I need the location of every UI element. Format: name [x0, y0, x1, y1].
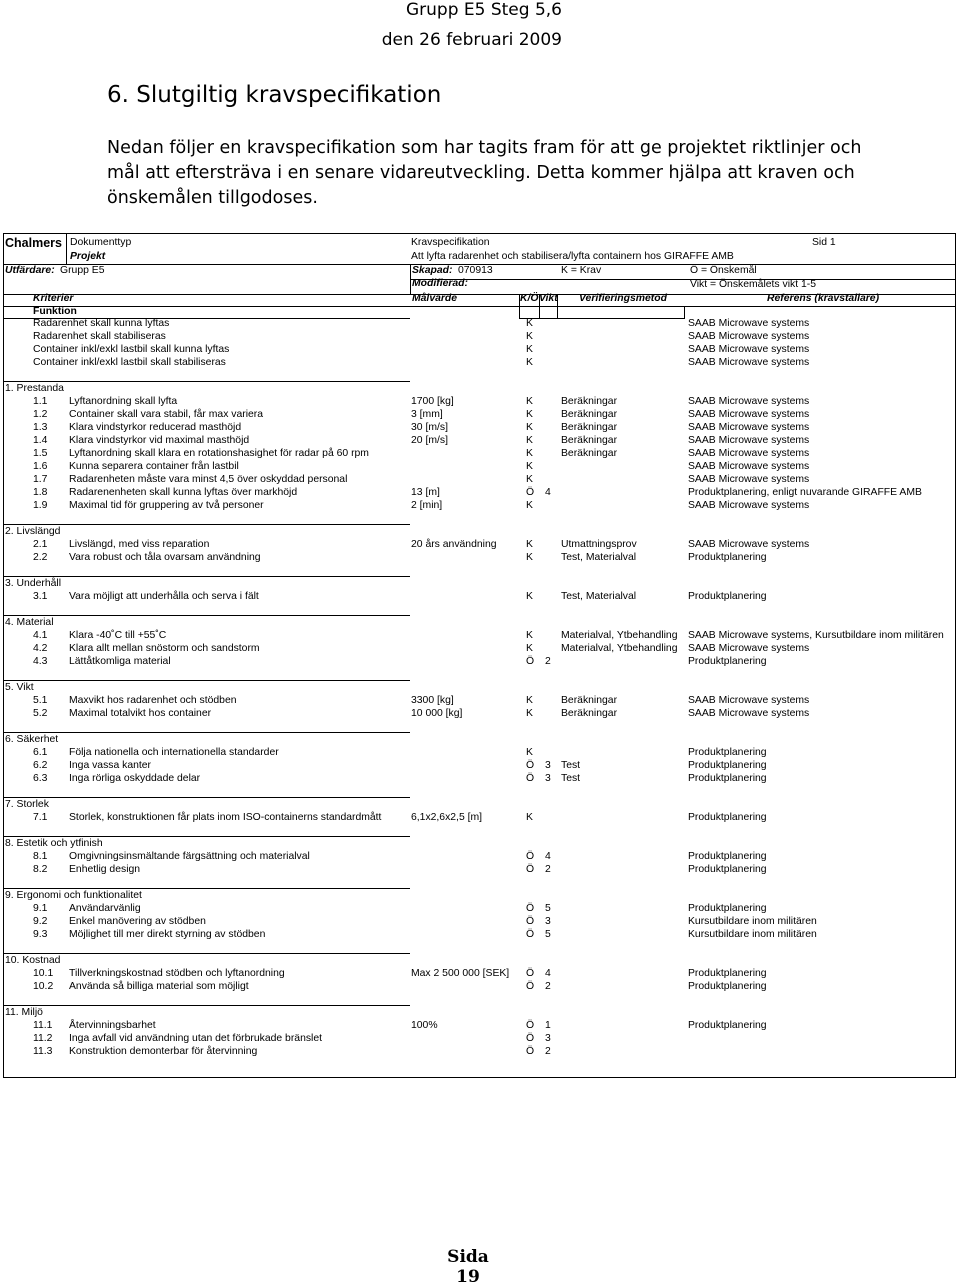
- req-number: 4.1: [33, 630, 48, 641]
- req-text: Klara vindstyrkor vid maximal masthöjd: [69, 435, 250, 446]
- requirement-row: [4, 928, 955, 941]
- requirement-row: [4, 902, 955, 915]
- req-ko: Ö: [526, 1033, 535, 1044]
- req-ko: K: [526, 591, 533, 602]
- req-number: 1.6: [33, 461, 48, 472]
- req-ko: Ö: [526, 773, 535, 784]
- req-weight: 2: [545, 981, 551, 992]
- requirement-row: [4, 915, 955, 928]
- req-ko: K: [526, 461, 533, 472]
- req-number: 2.1: [33, 539, 48, 550]
- req-ko: K: [526, 708, 533, 719]
- req-reference: SAAB Microwave systems: [688, 500, 810, 511]
- section-heading: 3. Underhåll: [5, 578, 62, 589]
- req-reference: SAAB Microwave systems: [688, 448, 810, 459]
- function-text: Radarenhet skall stabiliseras: [33, 331, 166, 342]
- req-text: Omgivningsinsmältande färgsättning och materialval: [69, 851, 310, 862]
- issuer-value: Grupp E5: [60, 265, 105, 276]
- req-ko: Ö: [526, 1046, 535, 1057]
- requirement-row: [4, 746, 955, 759]
- req-ko: K: [526, 539, 533, 550]
- req-number: 10.2: [33, 981, 54, 992]
- req-text: Använda så billiga material som möjligt: [69, 981, 249, 992]
- section-heading: 6. Säkerhet: [5, 734, 59, 745]
- req-weight: 4: [545, 487, 551, 498]
- req-weight: 2: [545, 864, 551, 875]
- req-ko: K: [526, 812, 533, 823]
- req-target: 20 [m/s]: [411, 435, 448, 446]
- req-reference: SAAB Microwave systems: [688, 539, 810, 550]
- req-ko: K: [526, 500, 533, 511]
- req-reference: SAAB Microwave systems: [688, 396, 810, 407]
- function-text: Container inkl/exkl lastbil skall stabiliseras: [33, 357, 226, 368]
- req-ko: Ö: [526, 656, 535, 667]
- section-divider: [4, 524, 410, 525]
- req-target: 2 [min]: [411, 500, 443, 511]
- req-text: Lyftanordning skall lyfta: [69, 396, 178, 407]
- req-number: 4.3: [33, 656, 48, 667]
- req-number: 6.2: [33, 760, 48, 771]
- req-reference: Produktplanering: [688, 1020, 767, 1031]
- created-value: 070913: [458, 265, 493, 276]
- req-ko: K: [526, 409, 533, 420]
- req-target: 6,1x2,6x2,5 [m]: [411, 812, 483, 823]
- requirement-row: [4, 486, 955, 499]
- req-reference: SAAB Microwave systems: [688, 474, 810, 485]
- req-number: 1.1: [33, 396, 48, 407]
- req-weight: 3: [545, 1033, 551, 1044]
- section-divider: [4, 1005, 410, 1006]
- requirement-row: [4, 408, 955, 421]
- page-ref: Sid 1: [812, 237, 836, 248]
- requirement-row: [4, 473, 955, 486]
- req-reference: Produktplanering: [688, 968, 767, 979]
- req-text: Återvinningsbarhet: [69, 1020, 156, 1031]
- req-reference: Produktplanering: [688, 773, 767, 784]
- req-reference: Produktplanering: [688, 591, 767, 602]
- page-footer: [0, 1247, 960, 1287]
- req-reference: Produktplanering: [688, 981, 767, 992]
- section-divider: [4, 797, 410, 798]
- req-verification: Beräkningar: [561, 448, 618, 459]
- req-text: Användarvänlig: [69, 903, 141, 914]
- req-ko: Ö: [526, 851, 535, 862]
- function-ref: SAAB Microwave systems: [688, 357, 810, 368]
- col-verification: Verifieringsmetod: [579, 293, 667, 304]
- requirement-row: [4, 629, 955, 642]
- req-number: 8.1: [33, 851, 48, 862]
- function-row: [4, 356, 955, 369]
- req-weight: 2: [545, 1046, 551, 1057]
- header-date: den 26 februari 2009: [381, 30, 562, 50]
- req-weight: 4: [545, 968, 551, 979]
- req-ko: Ö: [526, 968, 535, 979]
- req-ko: K: [526, 396, 533, 407]
- function-text: Radarenhet skall kunna lyftas: [33, 318, 170, 329]
- req-reference: SAAB Microwave systems: [688, 695, 810, 706]
- req-reference: Produktplanering: [688, 552, 767, 563]
- req-number: 11.3: [33, 1046, 53, 1057]
- req-text: Vara möjligt att underhålla och serva i fält: [69, 591, 259, 602]
- req-text: Inga vassa kanter: [69, 760, 152, 771]
- intro-paragraph: Nedan följer en kravspecifikation som har tagits fram för att ge projektet riktlinjer och mål att eftersträva i en senare vidareutveckling. Detta kommer hjälpa att kraven och önskemålen tillgodoses.: [107, 138, 862, 208]
- requirement-row: [4, 655, 955, 668]
- col-criteria: Kriterier: [33, 293, 74, 304]
- function-title: Funktion: [33, 306, 77, 317]
- req-number: 9.2: [33, 916, 48, 927]
- req-reference: SAAB Microwave systems: [688, 643, 810, 654]
- req-target: 3300 [kg]: [411, 695, 454, 706]
- req-text: Konstruktion demonterbar för återvinning: [69, 1046, 258, 1057]
- req-text: Maxvikt hos radarenhet och stödben: [69, 695, 237, 706]
- req-ko: K: [526, 552, 533, 563]
- req-number: 5.2: [33, 708, 48, 719]
- requirement-row: [4, 538, 955, 551]
- section-title: 6. Slutgiltig kravspecifikation: [107, 82, 442, 108]
- function-ko: K: [526, 357, 533, 368]
- req-text: Livslängd, med viss reparation: [69, 539, 210, 550]
- requirement-row: [4, 434, 955, 447]
- requirement-row: [4, 447, 955, 460]
- req-reference: Produktplanering: [688, 864, 767, 875]
- requirement-row: [4, 1045, 955, 1058]
- req-number: 6.1: [33, 747, 48, 758]
- col-weight: Vikt: [539, 293, 558, 304]
- req-reference: Produktplanering: [688, 903, 767, 914]
- req-verification: Test: [561, 773, 581, 784]
- req-weight: 5: [545, 929, 551, 940]
- o-legend: Ö = Önskemål: [690, 265, 757, 276]
- req-number: 8.2: [33, 864, 48, 875]
- function-ref: SAAB Microwave systems: [688, 318, 810, 329]
- req-ko: K: [526, 474, 533, 485]
- req-ko: Ö: [526, 981, 535, 992]
- function-ko: K: [526, 344, 533, 355]
- req-verification: Materialval, Ytbehandling: [561, 643, 678, 654]
- section-divider: [4, 381, 410, 382]
- doctype-value: Kravspecifikation: [411, 237, 490, 248]
- req-reference: SAAB Microwave systems, Kursutbildare inom militären: [688, 630, 944, 641]
- requirement-row: [4, 811, 955, 824]
- requirement-row: [4, 850, 955, 863]
- req-ko: Ö: [526, 903, 535, 914]
- created-label: Skapad:: [412, 265, 453, 276]
- requirement-row: [4, 759, 955, 772]
- requirement-row: [4, 460, 955, 473]
- req-number: 3.1: [33, 591, 48, 602]
- section-heading: 1. Prestanda: [5, 383, 64, 394]
- req-target: 30 [m/s]: [411, 422, 448, 433]
- req-ko: Ö: [526, 929, 535, 940]
- req-ko: K: [526, 448, 533, 459]
- req-text: Radarenheten måste vara minst 4,5 över oskyddad personal: [69, 474, 348, 485]
- req-ko: K: [526, 630, 533, 641]
- req-verification: Test: [561, 760, 581, 771]
- req-reference: SAAB Microwave systems: [688, 708, 810, 719]
- req-text: Inga avfall vid användning utan det förbrukade bränslet: [69, 1033, 323, 1044]
- req-text: Lättåtkomliga material: [69, 656, 171, 667]
- req-number: 5.1: [33, 695, 48, 706]
- req-text: Kunna separera container från lastbil: [69, 461, 239, 472]
- function-text: Container inkl/exkl lastbil skall kunna lyftas: [33, 344, 230, 355]
- req-target: 10 000 [kg]: [411, 708, 463, 719]
- req-reference: Kursutbildare inom militären: [688, 929, 817, 940]
- section-divider: [4, 680, 410, 681]
- req-number: 6.3: [33, 773, 48, 784]
- req-reference: Kursutbildare inom militären: [688, 916, 817, 927]
- col-reference: Referens (kravställare): [767, 293, 880, 304]
- req-reference: SAAB Microwave systems: [688, 461, 810, 472]
- req-verification: Beräkningar: [561, 435, 618, 446]
- function-row: [4, 330, 955, 343]
- section-heading: 4. Material: [5, 617, 54, 628]
- req-number: 1.8: [33, 487, 48, 498]
- requirement-row: [4, 863, 955, 876]
- req-target: 3 [mm]: [411, 409, 443, 420]
- project-value: Att lyfta radarenhet och stabilisera/lyfta containern hos GIRAFFE AMB: [411, 251, 734, 262]
- req-reference: Produktplanering, enligt nuvarande GIRAFFE AMB: [688, 487, 922, 498]
- requirement-row: [4, 642, 955, 655]
- req-weight: 2: [545, 656, 551, 667]
- req-reference: Produktplanering: [688, 812, 767, 823]
- weight-legend: Vikt = Önskemålets vikt 1-5: [690, 279, 816, 290]
- req-ko: K: [526, 695, 533, 706]
- req-number: 1.2: [33, 409, 48, 420]
- function-ref: SAAB Microwave systems: [688, 331, 810, 342]
- req-ko: K: [526, 422, 533, 433]
- page-label: Sida: [447, 1247, 489, 1267]
- section-heading: 9. Ergonomi och funktionalitet: [5, 890, 142, 901]
- req-verification: Materialval, Ytbehandling: [561, 630, 678, 641]
- req-number: 1.7: [33, 474, 48, 485]
- function-ref: SAAB Microwave systems: [688, 344, 810, 355]
- page-number: 19: [456, 1267, 480, 1287]
- section-divider: [4, 576, 410, 577]
- function-row: [4, 317, 955, 330]
- req-verification: Test, Materialval: [561, 591, 637, 602]
- col-target: Målvärde: [412, 293, 458, 304]
- requirement-row: [4, 967, 955, 980]
- req-target: 20 års användning: [411, 539, 497, 550]
- modified-label: Modifierad:: [412, 278, 468, 289]
- section-heading: 2. Livslängd: [5, 526, 61, 537]
- requirements-spec-table: [3, 233, 956, 1078]
- req-verification: Utmattningsprov: [561, 539, 637, 550]
- req-weight: 3: [545, 773, 551, 784]
- req-ko: K: [526, 643, 533, 654]
- col-ko: K/Ö: [520, 293, 539, 304]
- section-heading: 8. Estetik och ytfinish: [5, 838, 103, 849]
- req-number: 1.9: [33, 500, 48, 511]
- requirement-row: [4, 1032, 955, 1045]
- req-text: Klara -40˚C till +55˚C: [69, 630, 167, 641]
- requirement-row: [4, 499, 955, 512]
- req-ko: K: [526, 747, 533, 758]
- req-text: Enhetlig design: [69, 864, 141, 875]
- req-text: Följa nationella och internationella standarder: [69, 747, 279, 758]
- req-number: 1.3: [33, 422, 48, 433]
- req-text: Lyftanordning skall klara en rotationshasighet för radar på 60 rpm: [69, 448, 369, 459]
- req-text: Inga rörliga oskyddade delar: [69, 773, 201, 784]
- req-verification: Beräkningar: [561, 409, 618, 420]
- req-ko: Ö: [526, 864, 535, 875]
- req-weight: 3: [545, 760, 551, 771]
- req-target: 13 [m]: [411, 487, 440, 498]
- k-legend: K = Krav: [561, 265, 602, 276]
- req-weight: 1: [545, 1020, 551, 1031]
- req-number: 1.4: [33, 435, 48, 446]
- req-target: 100%: [411, 1020, 438, 1031]
- req-number: 10.1: [33, 968, 54, 979]
- project-label: Projekt: [70, 251, 106, 262]
- req-number: 2.2: [33, 552, 48, 563]
- req-text: Container skall vara stabil, får max variera: [69, 409, 264, 420]
- header-group: Grupp E5 Steg 5,6: [405, 0, 562, 20]
- req-text: Klara vindstyrkor reducerad masthöjd: [69, 422, 242, 433]
- req-number: 9.1: [33, 903, 48, 914]
- function-ko: K: [526, 331, 533, 342]
- req-reference: Produktplanering: [688, 851, 767, 862]
- requirement-row: [4, 694, 955, 707]
- requirement-row: [4, 1019, 955, 1032]
- function-ko: K: [526, 318, 533, 329]
- requirement-row: [4, 980, 955, 993]
- req-number: 11.2: [33, 1033, 53, 1044]
- req-verification: Beräkningar: [561, 422, 618, 433]
- requirement-row: [4, 395, 955, 408]
- req-number: 11.1: [33, 1020, 53, 1031]
- req-ko: Ö: [526, 760, 535, 771]
- req-text: Radarenenheten skall kunna lyftas över markhöjd: [69, 487, 298, 498]
- req-number: 4.2: [33, 643, 48, 654]
- doctype-label: Dokumenttyp: [70, 237, 132, 248]
- req-text: Tillverkningskostnad stödben och lyftanordning: [69, 968, 285, 979]
- req-number: 7.1: [33, 812, 48, 823]
- req-reference: Produktplanering: [688, 747, 767, 758]
- req-weight: 4: [545, 851, 551, 862]
- req-reference: SAAB Microwave systems: [688, 422, 810, 433]
- req-text: Möjlighet till mer direkt styrning av stödben: [69, 929, 266, 940]
- req-text: Enkel manövering av stödben: [69, 916, 206, 927]
- section-heading: 7. Storlek: [5, 799, 49, 810]
- req-weight: 5: [545, 903, 551, 914]
- req-verification: Beräkningar: [561, 396, 618, 407]
- req-target: 1700 [kg]: [411, 396, 454, 407]
- req-reference: SAAB Microwave systems: [688, 409, 810, 420]
- req-reference: Produktplanering: [688, 656, 767, 667]
- requirement-row: [4, 551, 955, 564]
- req-text: Maximal tid för gruppering av två personer: [69, 500, 264, 511]
- req-verification: Beräkningar: [561, 695, 618, 706]
- requirement-row: [4, 707, 955, 720]
- section-heading: 10. Kostnad: [5, 955, 61, 966]
- req-reference: Produktplanering: [688, 760, 767, 771]
- req-ko: Ö: [526, 1020, 535, 1031]
- req-number: 9.3: [33, 929, 48, 940]
- section-divider: [4, 953, 410, 954]
- function-row: [4, 343, 955, 356]
- issuer-label: Utfärdare:: [5, 265, 55, 276]
- req-reference: SAAB Microwave systems: [688, 435, 810, 446]
- req-verification: Test, Materialval: [561, 552, 637, 563]
- req-text: Maximal totalvikt hos container: [69, 708, 212, 719]
- req-number: 1.5: [33, 448, 48, 459]
- req-target: Max 2 500 000 [SEK]: [411, 968, 510, 979]
- req-text: Storlek, konstruktionen får plats inom ISO-containerns standardmått: [69, 812, 382, 823]
- section-heading: 5. Vikt: [5, 682, 34, 693]
- req-ko: Ö: [526, 916, 535, 927]
- req-ko: Ö: [526, 487, 535, 498]
- section-divider: [4, 732, 410, 733]
- section-heading: 11. Miljö: [5, 1007, 43, 1018]
- requirement-row: [4, 772, 955, 785]
- requirement-row: [4, 421, 955, 434]
- section-divider: [4, 615, 410, 616]
- req-text: Klara allt mellan snöstorm och sandstorm: [69, 643, 260, 654]
- requirement-row: [4, 590, 955, 603]
- req-verification: Beräkningar: [561, 708, 618, 719]
- req-text: Vara robust och tåla ovarsam användning: [69, 552, 261, 563]
- req-ko: K: [526, 435, 533, 446]
- org-name: Chalmers: [5, 236, 62, 250]
- req-weight: 3: [545, 916, 551, 927]
